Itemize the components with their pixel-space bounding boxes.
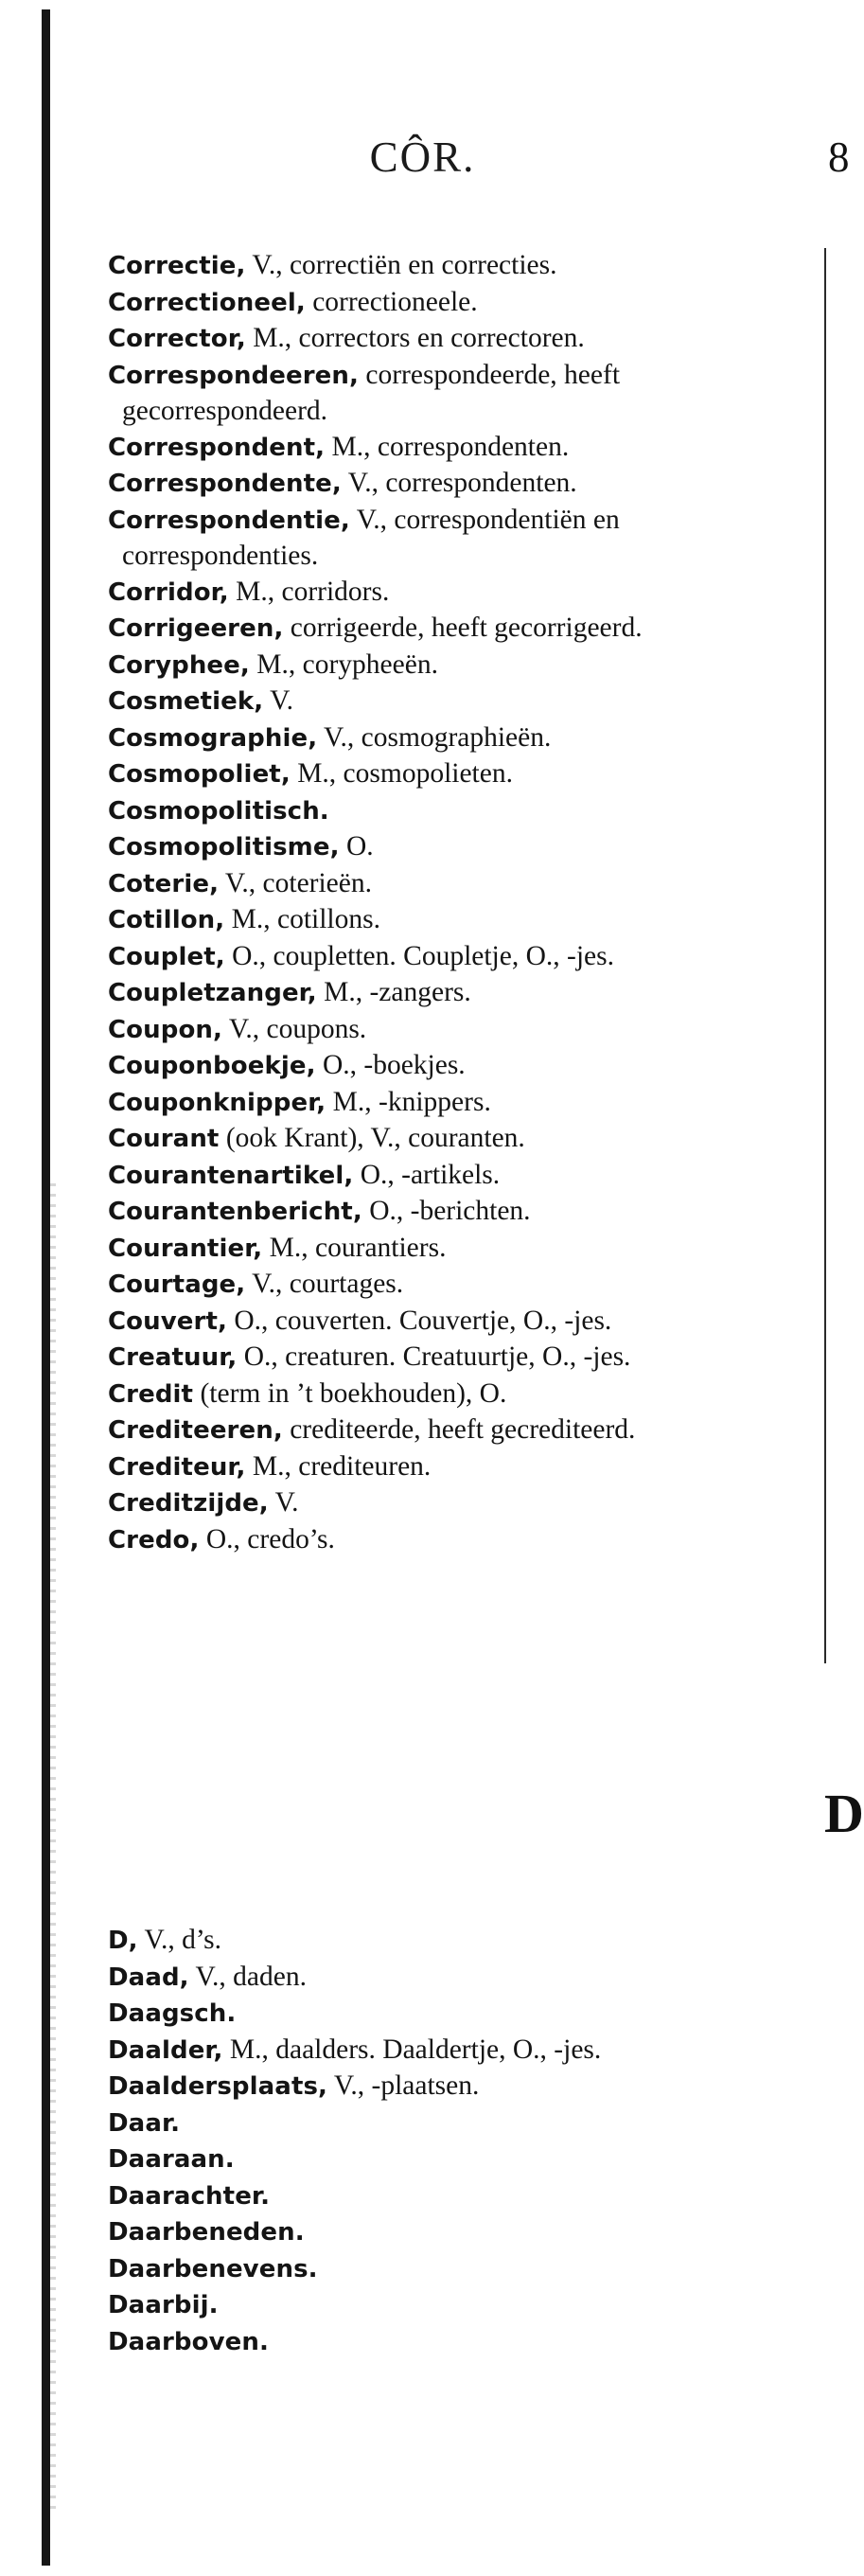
entry-headword: Cotillon, (108, 906, 225, 934)
dictionary-entry (108, 1231, 813, 1268)
entry-headword: Coryphee, (108, 650, 250, 680)
dictionary-entry (108, 2069, 813, 2105)
dictionary-entry (108, 1960, 813, 1997)
entry-definition: crediteerde, heeft gecrediteerd. (282, 1414, 636, 1445)
dictionary-entry (108, 575, 813, 612)
entry-definition: V., cosmographieën. (317, 721, 552, 753)
dictionary-entry (108, 1412, 813, 1449)
entry-definition: M., crediteuren. (245, 1450, 432, 1482)
dictionary-entry (108, 2251, 813, 2288)
dictionary-entry (108, 2324, 813, 2361)
dictionary-entry (108, 720, 813, 757)
dictionary-entry (108, 2178, 813, 2215)
dictionary-entry (108, 1121, 813, 1158)
dictionary-entry (108, 2287, 813, 2324)
entry-headword: Correspondentie, (108, 506, 350, 535)
spine-speckle (50, 1183, 56, 2509)
dictionary-entry (108, 1048, 813, 1085)
entry-headword: Courtage, (108, 1270, 246, 1299)
entry-definition: M., daalders. Daaldertje, O., -jes. (222, 2034, 602, 2065)
entry-definition: V., daden. (188, 1961, 307, 1992)
entry-headword: Daagsch. (108, 1999, 237, 2028)
entry-definition: M., cotillons. (224, 904, 380, 934)
entry-headword: Daar. (108, 2108, 181, 2138)
entry-definition: O., -berichten. (361, 1196, 531, 1226)
entry-headword: Corridor, (108, 577, 229, 607)
entry-headword: Couvert, (108, 1306, 227, 1336)
entry-headword: Corrector, (108, 325, 246, 353)
entry-headword: Credit (108, 1379, 194, 1409)
dictionary-entry (108, 248, 813, 285)
entry-definition: M., corridors. (228, 576, 390, 607)
entry-headword: Crediteeren, (108, 1416, 283, 1445)
entry-headword: Daarbij. (108, 2291, 219, 2319)
entry-definition: O., couverten. Couvertje, O., -jes. (226, 1305, 612, 1336)
dictionary-entry (108, 866, 813, 903)
dictionary-entry (108, 1304, 813, 1341)
column-rule (824, 248, 826, 1663)
entry-definition: M., -knippers. (326, 1086, 491, 1117)
entry-headword: Daarbenevens. (108, 2254, 318, 2283)
entry-definition: V., coterieën. (219, 867, 372, 898)
entry-headword: Courantenbericht, (108, 1198, 362, 1226)
dictionary-entry (108, 648, 813, 684)
entry-headword: Crediteur, (108, 1452, 246, 1482)
entry-headword: Daalder, (108, 2035, 223, 2065)
entry-definition: corrigeerde, heeft gecorrigeerd. (283, 613, 643, 643)
entry-definition: V., coupons. (222, 1013, 367, 1044)
dictionary-entry (108, 611, 813, 648)
dictionary-entry (108, 321, 813, 358)
entry-definition: O., creaturen. Creatuurtje, O., -jes. (237, 1341, 631, 1372)
dictionary-entry (108, 358, 813, 430)
entry-headword: Coupon, (108, 1015, 223, 1044)
entry-headword: Daaraan. (108, 2145, 235, 2174)
entry-headword: Correctioneel, (108, 288, 306, 317)
entry-headword: Cosmopoliet, (108, 760, 291, 789)
entry-definition: O., credo’s. (199, 1523, 335, 1554)
dictionary-entry (108, 1267, 813, 1304)
entry-definition: M., correspondenten. (325, 431, 570, 462)
entry-definition: O., -boekjes. (315, 1050, 466, 1080)
entry-definition: V. (268, 1487, 299, 1518)
dictionary-entry (108, 430, 813, 467)
dictionary-entry (108, 1449, 813, 1486)
entry-definition: V., correctiën en correcties. (245, 250, 557, 280)
entry-headword: Couplet, (108, 942, 225, 971)
dictionary-entry (108, 1996, 813, 2033)
running-head: CÔR. (369, 133, 476, 181)
entry-headword: Cosmopolitisme, (108, 833, 340, 862)
entry-headword: Courantier, (108, 1234, 263, 1263)
entry-definition: M., courantiers. (262, 1232, 447, 1263)
entry-definition: M., -zangers. (316, 977, 471, 1007)
dictionary-entry (108, 684, 813, 720)
dictionary-entry (108, 285, 813, 322)
entry-headword: Cosmetiek, (108, 687, 264, 716)
dictionary-entry (108, 2033, 813, 2070)
entry-headword: Corrigeeren, (108, 614, 284, 643)
dictionary-column-c (108, 248, 813, 1558)
dictionary-entry (108, 975, 813, 1012)
entry-headword: Daarachter. (108, 2181, 271, 2211)
entry-headword: Creditzijde, (108, 1489, 269, 1518)
entry-definition: O., coupletten. Coupletje, O., -jes. (224, 940, 614, 971)
entry-headword: Correspondeeren, (108, 361, 360, 390)
dictionary-entry (108, 503, 813, 575)
page-number: 8 (828, 133, 850, 181)
entry-definition: M., correctors en correctoren. (245, 323, 585, 353)
entry-headword: Creatuur, (108, 1343, 238, 1372)
dictionary-entry (108, 1522, 813, 1559)
dictionary-column-d (108, 1923, 813, 2360)
entry-definition: O. (339, 831, 374, 862)
entry-headword: Coupletzanger, (108, 979, 317, 1007)
entry-headword: Daad, (108, 1963, 189, 1992)
dictionary-entry (108, 756, 813, 793)
entry-definition: (term in ’t boekhouden), O. (193, 1377, 507, 1409)
section-letter-text: D (824, 1783, 864, 1844)
entry-definition: V., correspondentiën en correspondenties. (122, 504, 627, 571)
entry-headword: Daarbeneden. (108, 2218, 305, 2247)
entry-headword: Daarboven. (108, 2327, 269, 2356)
entry-headword: Cosmopolitisch. (108, 796, 329, 826)
entry-headword: D, (108, 1927, 138, 1955)
entry-headword: Couponboekje, (108, 1052, 316, 1080)
entry-definition: V., -plaatsen. (327, 2070, 480, 2101)
dictionary-entry (108, 829, 813, 866)
entry-definition: M., cosmopolieten. (290, 758, 513, 789)
dictionary-entry (108, 1340, 813, 1377)
entry-headword: Coterie, (108, 869, 220, 898)
dictionary-entry (108, 1194, 813, 1231)
dictionary-entry (108, 1012, 813, 1049)
dictionary-entry (108, 939, 813, 976)
entry-definition: correspondeerde, heeft gecorrespondeerd. (122, 359, 627, 426)
entry-headword: Courant (108, 1125, 220, 1153)
entry-headword: Daaldersplaats, (108, 2072, 328, 2101)
dictionary-entry (108, 902, 813, 939)
entry-headword: Courantenartikel, (108, 1161, 354, 1190)
dictionary-entry (108, 2214, 813, 2251)
dictionary-entry (108, 1158, 813, 1195)
entry-definition: (ook Krant), V., couranten. (219, 1123, 525, 1153)
book-spine-edge (42, 9, 50, 2566)
dictionary-entry (108, 466, 813, 503)
dictionary-entry (108, 1485, 813, 1522)
section-letter (824, 1783, 864, 1844)
dictionary-entry (108, 793, 813, 830)
dictionary-entry (108, 1085, 813, 1122)
entry-definition: V. (263, 685, 294, 716)
dictionary-entry (108, 1923, 813, 1960)
entry-definition: correctioneele. (305, 286, 478, 317)
entry-headword: Credo, (108, 1525, 200, 1554)
dictionary-entry (108, 2141, 813, 2178)
entry-definition: V., correspondenten. (341, 468, 577, 498)
entry-definition: V., d’s. (137, 1925, 221, 1955)
entry-headword: Correspondente, (108, 470, 342, 498)
entry-headword: Correspondent, (108, 433, 326, 462)
entry-headword: Cosmographie, (108, 723, 318, 753)
entry-definition: O., -artikels. (353, 1159, 501, 1190)
dictionary-entry (108, 2105, 813, 2142)
dictionary-entry (108, 1377, 813, 1413)
entry-definition: M., corypheeën. (249, 648, 438, 680)
entry-headword: Correctie, (108, 252, 246, 280)
page-header (0, 133, 850, 208)
entry-headword: Couponknipper, (108, 1088, 326, 1117)
entry-definition: V., courtages. (245, 1269, 404, 1299)
